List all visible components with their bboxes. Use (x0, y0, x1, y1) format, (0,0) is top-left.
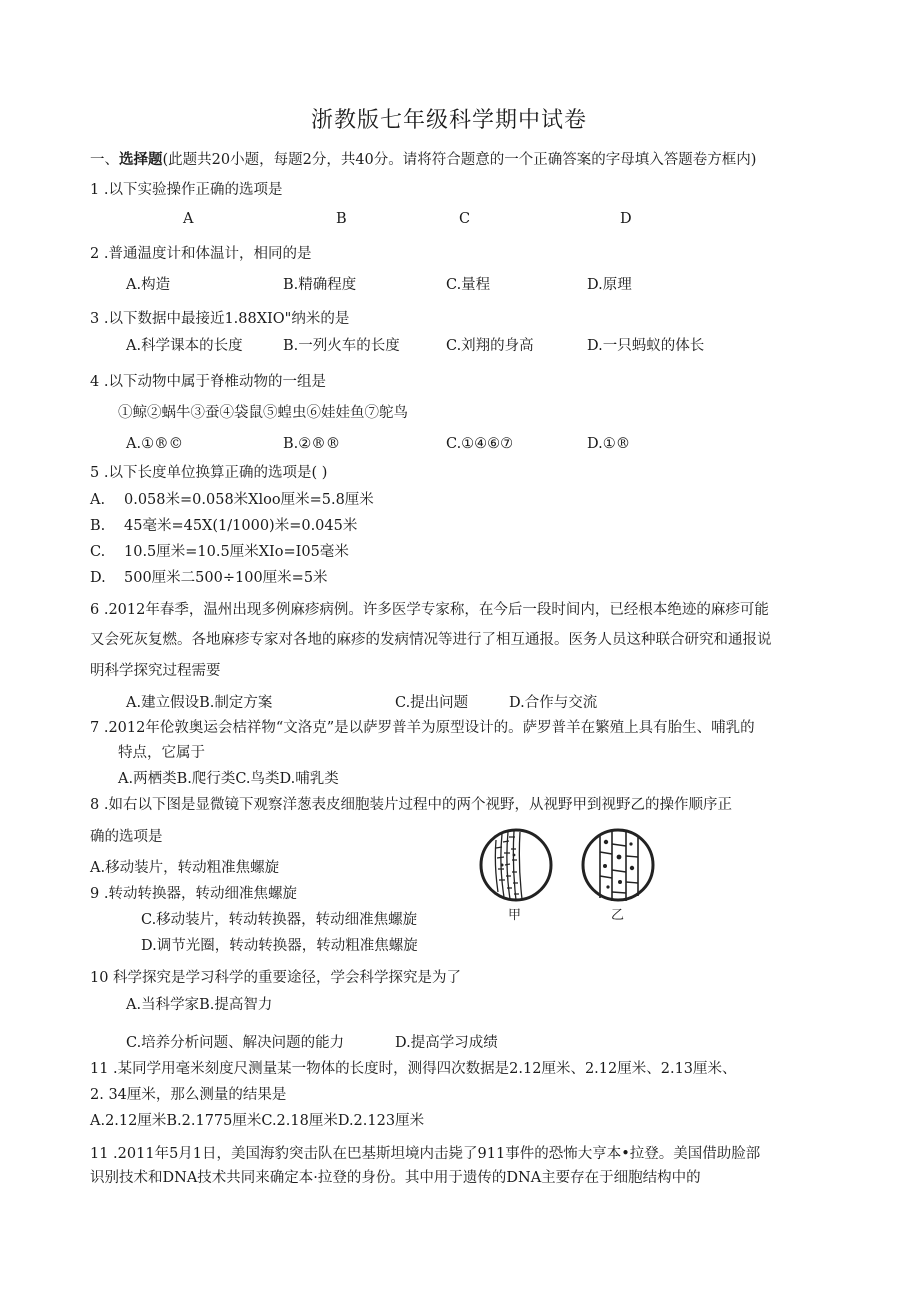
question-3-option-b: B.一列火车的长度 (283, 338, 400, 354)
question-7-options: A.两栖类B.爬行类C.鸟类D.哺乳类 (118, 771, 339, 787)
option-letter: D. (90, 570, 106, 586)
question-5-stem: 5 .以下长度单位换算正确的选项是( ) (90, 465, 328, 481)
question-2-option-b: B.精确程度 (283, 277, 357, 293)
question-1-option-d: D (620, 211, 632, 227)
question-8-option-d: D.调节光圈，转动转换器，转动粗准焦螺旋 (141, 938, 418, 954)
view-yi (583, 830, 653, 901)
microscope-figure (478, 822, 670, 922)
option-text: 45毫米=45X(1/1000)米=0.045米 (124, 518, 358, 534)
question-3-stem: 3 .以下数据中最接近1.88XIO"纳米的是 (90, 311, 350, 327)
question-4-option-c: C.①④⑥⑦ (446, 436, 514, 452)
question-10-option-ab: A.当科学家B.提高智力 (126, 997, 273, 1013)
option-letter: B. (90, 518, 106, 534)
question-2-option-d: D.原理 (587, 277, 632, 293)
section-heading-label: 选择题 (119, 151, 163, 168)
question-11-options: A.2.12厘米B.2.1775厘米C.2.18厘米D.2.123厘米 (90, 1113, 425, 1129)
option-text: 10.5厘米=10.5厘米XIo=I05毫米 (124, 544, 349, 560)
option-letter: C. (90, 544, 106, 560)
question-4-stem: 4 .以下动物中属于脊椎动物的一组是 (90, 374, 326, 390)
question-10-option-d: D.提高学习成绩 (395, 1035, 498, 1051)
question-6-line-3: 明科学探究过程需要 (90, 663, 221, 679)
question-7-line-1: 7 .2012年伦敦奥运会桔祥物“文洛克”是以萨罗普羊为原型设计的。萨罗普羊在繁殖上具有胎生、哺乳的 (90, 720, 755, 736)
question-5-option-b (90, 514, 357, 535)
section-prefix: 一、 (90, 152, 119, 168)
microscope-views-drawing (478, 822, 670, 922)
question-11-line-1: 11 .某同学用毫米刻度尺测量某一物体的长度时，测得四次数据是2.12厘米、2.12厘米、2.13厘米、 (90, 1061, 737, 1077)
question-1-option-b: B (336, 211, 347, 227)
question-6-line-1: 6 .2012年春季，温州出现多例麻疹病例。许多医学专家称，在今后一段时间内，已经根本绝迹的麻疹可能 (90, 602, 769, 618)
question-8-option-a: A.移动装片，转动粗准焦螺旋 (90, 860, 280, 876)
question-6-option-c: C.提出问题 (395, 695, 469, 711)
question-8-line-1: 8 .如右以下图是显微镜下观察洋葱表皮细胞装片过程中的两个视野，从视野甲到视野乙的操作顺序正 (90, 797, 732, 813)
question-7-line-2: 特点，它属于 (118, 745, 205, 761)
question-10-stem: 10 科学探究是学习科学的重要途径，学会科学探究是为了 (90, 970, 462, 986)
question-2-stem: 2 .普通温度计和体温计，相同的是 (90, 246, 312, 262)
section-heading (90, 148, 756, 169)
question-10-option-c: C.培养分析问题、解决问题的能力 (126, 1035, 345, 1051)
question-12-line-2: 识别技术和DNA技术共同来确定本·拉登的身份。其中用于遗传的DNA主要存在于细胞结构中的 (90, 1170, 701, 1186)
question-8-option-c: C.移动装片，转动转换器，转动细准焦螺旋 (141, 912, 418, 928)
option-text: 500厘米二500÷100厘米=5米 (124, 570, 328, 586)
question-4-option-a: A.①®© (126, 436, 184, 452)
question-3-option-c: C.刘翔的身高 (446, 338, 534, 354)
option-letter: A. (90, 492, 106, 508)
question-5-option-a (90, 488, 374, 509)
question-3-option-d: D.一只蚂蚁的体长 (587, 338, 705, 354)
question-5-option-d (90, 566, 328, 587)
question-12-line-1: 11 .2011年5月1日，美国海豹突击队在巴基斯坦境内击毙了911事件的恐怖大亨本•拉登。美国借助脸部 (90, 1146, 761, 1162)
question-3-option-a: A.科学课本的长度 (126, 338, 243, 354)
question-11-line-2: 2. 34厘米，那么测量的结果是 (90, 1087, 287, 1103)
question-5-option-c (90, 540, 349, 561)
question-2-option-c: C.量程 (446, 277, 491, 293)
question-8-line-2: 确的选项是 (90, 829, 163, 845)
question-6-option-d: D.合作与交流 (509, 695, 598, 711)
question-2-option-a: A.构造 (126, 277, 171, 293)
section-note: (此题共20小题，每题2分，共40分。请将符合题意的一个正确答案的字母填入答题卷方框内) (162, 152, 757, 168)
question-6-line-2: 又会死灰复燃。各地麻疹专家对各地的麻疹的发病情况等进行了相互通报。医务人员这种联合研究和通报说 (90, 632, 772, 648)
question-8-option-b: 9 .转动转换器，转动细准焦螺旋 (90, 886, 297, 902)
question-1-option-c: C (459, 211, 471, 227)
question-6-option-ab: A.建立假设B.制定方案 (126, 695, 273, 711)
question-4-option-b: B.②®® (283, 436, 341, 452)
question-1-stem: 1 .以下实验操作正确的选项是 (90, 182, 283, 198)
view-jia (481, 830, 551, 900)
figure-label-jia: 甲 (508, 908, 522, 923)
question-1-option-a: A (183, 211, 194, 227)
option-text: 0.058米=0.058米Xloo厘米=5.8厘米 (124, 492, 374, 508)
question-4-animal-list: ①鲸②蜗牛③蚕④袋鼠⑤蝗虫⑥娃娃鱼⑦鸵鸟 (118, 405, 408, 421)
page-title: 浙教版七年级科学期中试卷 (311, 108, 588, 133)
question-4-option-d: D.①® (587, 436, 631, 452)
figure-label-yi: 乙 (611, 908, 625, 923)
